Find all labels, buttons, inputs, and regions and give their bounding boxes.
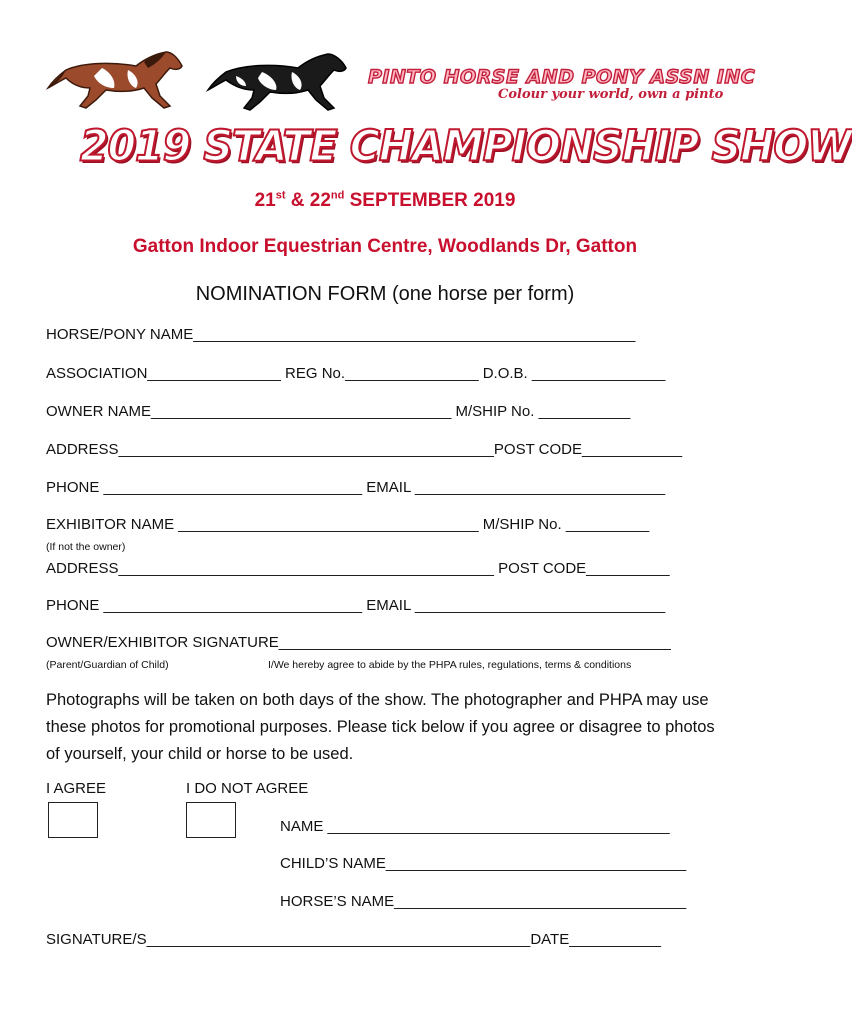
disagree-checkbox[interactable] — [186, 802, 236, 838]
association-reg-dob-row[interactable]: ASSOCIATION________________ REG No.________________ D.O.B. ________________ — [46, 365, 666, 382]
association-name: PINTO HORSE AND PONY ASSN INC — [368, 66, 756, 88]
phone-email-row[interactable]: PHONE _______________________________ EMAIL ______________________________ — [46, 479, 666, 496]
agreement-note: I/We hereby agree to abide by the PHPA rules, regulations, terms & conditions — [268, 659, 632, 671]
disagree-label: I DO NOT AGREE — [186, 780, 309, 797]
signature-row[interactable]: OWNER/EXHIBITOR SIGNATURE_______________________________________________ — [46, 634, 671, 651]
black-pinto-horse-logo — [206, 50, 352, 114]
signature-date-row[interactable]: SIGNATURE/S______________________________________________DATE___________ — [46, 931, 661, 948]
date-day2: & 22 — [285, 190, 331, 211]
venue: Gatton Indoor Equestrian Centre, Woodlands Dr, Gatton — [132, 236, 638, 257]
horse-name-field[interactable]: HORSE/PONY NAME_____________________________________________________ — [46, 326, 636, 343]
exhibitor-address-row[interactable]: ADDRESS_____________________________________________ POST CODE__________ — [46, 560, 670, 577]
show-date — [0, 190, 770, 212]
date-day1: 21 — [254, 190, 276, 211]
date-suffix-1: st — [275, 189, 286, 202]
exhibitor-note: (If not the owner) — [46, 541, 126, 553]
association-tagline: Colour your world, own a pinto — [498, 87, 724, 102]
guardian-note: (Parent/Guardian of Child) — [46, 659, 169, 671]
child-name-field[interactable]: CHILD’S NAME____________________________________ — [280, 855, 687, 872]
date-month-year: SEPTEMBER 2019 — [344, 190, 516, 211]
agree-checkbox[interactable] — [48, 802, 98, 838]
show-title: 2019 STATE CHAMPIONSHIP SHOW — [80, 120, 852, 172]
form-title: NOMINATION FORM (one horse per form) — [195, 283, 575, 305]
exhibitor-phone-email-row[interactable]: PHONE _______________________________ EMAIL ______________________________ — [46, 597, 666, 614]
photo-consent-paragraph: Photographs will be taken on both days of the show. The photographer and PHPA may use these photos for promotional purposes. Please tick below if you agree or disagree to photos of yourself, your child or horse to be used. — [46, 691, 715, 763]
exhibitor-name-row[interactable]: EXHIBITOR NAME ____________________________________ M/SHIP No. __________ — [46, 516, 650, 533]
agree-label: I AGREE — [46, 780, 107, 797]
horse-name-consent-field[interactable]: HORSE’S NAME___________________________________ — [280, 893, 687, 910]
address-row[interactable]: ADDRESS_____________________________________________POST CODE____________ — [46, 441, 683, 458]
date-suffix-2: nd — [330, 189, 345, 202]
consent-name-field[interactable]: NAME _________________________________________ — [280, 818, 670, 835]
owner-name-row[interactable]: OWNER NAME____________________________________ M/SHIP No. ___________ — [46, 403, 631, 420]
brown-pinto-horse-logo — [44, 48, 188, 114]
